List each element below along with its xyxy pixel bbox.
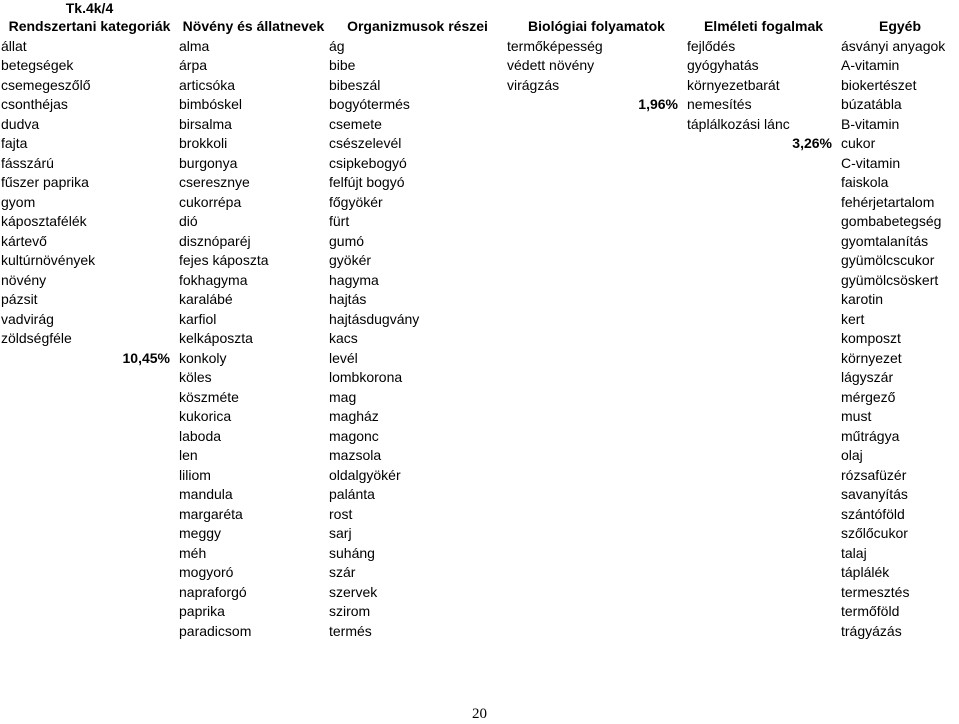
table-cell: dió	[179, 213, 198, 229]
table-cell: kacs	[329, 330, 358, 346]
empty-cell	[686, 310, 840, 330]
page-number: 20	[472, 706, 487, 722]
table-row	[0, 505, 959, 525]
empty-cell	[686, 329, 840, 349]
table-cell: szár	[329, 564, 356, 580]
empty-cell	[506, 446, 686, 466]
table-cell: árpa	[179, 57, 208, 73]
table-cell: betegségek	[1, 57, 74, 73]
table-cell: fürt	[329, 213, 350, 229]
table-cell: csonthéjas	[1, 96, 68, 112]
table-cell: köszméte	[179, 388, 239, 405]
empty-cell	[506, 485, 686, 505]
empty-cell	[506, 602, 686, 622]
table-cell: termőföld	[841, 603, 900, 619]
empty-cell	[686, 622, 840, 642]
empty-cell	[686, 251, 840, 271]
table-row	[0, 173, 959, 193]
table-cell: meggy	[179, 525, 222, 541]
empty-cell	[686, 290, 840, 310]
table-cell: felfújt bogyó	[329, 174, 405, 190]
empty-cell	[0, 407, 178, 427]
table-cell: konkoly	[179, 349, 227, 366]
table-cell: mazsola	[329, 447, 382, 463]
table-cell: magház	[329, 408, 379, 424]
empty-cell	[506, 544, 686, 564]
table-cell: levél	[329, 349, 358, 366]
table-cell: karotin	[841, 291, 884, 307]
table-row	[0, 622, 959, 642]
table-cell: burgonya	[179, 154, 238, 171]
table-row	[0, 349, 959, 369]
table-cell: bimbóskel	[179, 96, 243, 112]
table-row	[0, 524, 959, 544]
table-cell: mag	[329, 388, 357, 405]
column-header	[686, 0, 840, 37]
empty-cell	[506, 329, 686, 349]
empty-cell	[686, 563, 840, 583]
table-cell: hajtásdugvány	[329, 310, 420, 327]
table-cell: zöldségféle	[1, 330, 72, 346]
empty-cell	[686, 173, 840, 193]
table-row	[0, 271, 959, 291]
table-row	[0, 37, 959, 57]
table-cell: csipkebogyó	[329, 154, 407, 171]
column-header	[506, 0, 686, 37]
table-cell: szőlőcukor	[841, 525, 908, 541]
empty-cell	[506, 505, 686, 525]
table-row	[0, 95, 959, 115]
table-row	[0, 134, 959, 154]
table-row	[0, 193, 959, 213]
table-cell: cukor	[841, 135, 876, 151]
table-cell: környezet	[841, 349, 902, 366]
table-cell: margaréta	[179, 505, 243, 522]
table-cell: kultúrnövények	[1, 252, 96, 268]
table-cell: gumó	[329, 232, 365, 249]
table-cell: csemegeszőlő	[1, 76, 91, 93]
column-header-label: Organizmusok részei	[347, 18, 488, 34]
table-cell: állat	[1, 37, 27, 54]
table-cell: fokhagyma	[179, 271, 248, 288]
empty-cell	[506, 622, 686, 642]
table-row	[0, 329, 959, 349]
table-cell: búzatábla	[841, 96, 902, 112]
table-cell: bogyótermés	[329, 96, 410, 112]
column-header	[0, 0, 178, 37]
empty-cell	[686, 427, 840, 447]
table-row	[0, 232, 959, 252]
table-cell: C-vitamin	[841, 154, 901, 171]
table-cell: rózsafüzér	[841, 466, 907, 483]
table-cell: gyümölcscukor	[841, 252, 935, 268]
table-row	[0, 290, 959, 310]
table-cell: rost	[329, 505, 353, 522]
table-cell: lombkorona	[329, 369, 403, 385]
table-cell: csészelevél	[329, 135, 402, 151]
table-row	[0, 368, 959, 388]
table-cell: brokkoli	[179, 135, 228, 151]
table-cell: paradicsom	[179, 622, 252, 639]
column-header-label: Biológiai folyamatok	[528, 18, 665, 34]
table-cell: gyümölcsöskert	[841, 271, 939, 288]
percentage-cell: 1,96%	[638, 96, 678, 112]
table-cell: pázsit	[1, 291, 38, 307]
table-cell: disznóparéj	[179, 232, 251, 249]
table-cell: kukorica	[179, 408, 232, 424]
empty-cell	[686, 446, 840, 466]
table-cell: len	[179, 447, 198, 463]
table-row	[0, 583, 959, 603]
empty-cell	[506, 563, 686, 583]
empty-cell	[686, 505, 840, 525]
empty-cell	[686, 602, 840, 622]
table-cell: savanyítás	[841, 486, 908, 502]
table-row	[0, 427, 959, 447]
table-cell: ág	[329, 37, 345, 54]
empty-cell	[506, 290, 686, 310]
table-cell: szirom	[329, 603, 371, 619]
table-cell: fajta	[1, 135, 28, 151]
empty-cell	[506, 349, 686, 369]
table-cell: gyomtalanítás	[841, 232, 929, 249]
column-header-label: Növény és állatnevek	[182, 18, 325, 34]
empty-cell	[686, 193, 840, 213]
column-header	[840, 0, 959, 37]
table-row	[0, 310, 959, 330]
table-cell: gombabetegség	[841, 213, 942, 229]
empty-cell	[506, 173, 686, 193]
table-cell: bibeszál	[329, 76, 381, 93]
table-cell: fehérjetartalom	[841, 193, 935, 210]
table-cell: termesztés	[841, 583, 910, 600]
table-cell: nemesítés	[687, 96, 752, 112]
empty-cell	[686, 466, 840, 486]
table-row	[0, 212, 959, 232]
table-cell: szervek	[329, 583, 378, 600]
table-row	[0, 563, 959, 583]
table-cell: termés	[329, 622, 372, 639]
empty-cell	[686, 544, 840, 564]
empty-cell	[506, 368, 686, 388]
table-cell: komposzt	[841, 330, 901, 346]
table-cell: bibe	[329, 57, 356, 73]
table-cell: csemete	[329, 115, 382, 132]
empty-cell	[0, 427, 178, 447]
empty-cell	[686, 485, 840, 505]
empty-cell	[506, 154, 686, 174]
table-cell: gyökér	[329, 252, 372, 268]
empty-cell	[506, 310, 686, 330]
empty-cell	[686, 212, 840, 232]
empty-cell	[506, 583, 686, 603]
table-cell: táplálkozási lánc	[687, 115, 790, 132]
empty-cell	[506, 524, 686, 544]
table-cell: napraforgó	[179, 583, 247, 600]
percentage-cell: 3,26%	[792, 135, 832, 151]
table-cell: liliom	[179, 466, 211, 483]
table-row	[0, 56, 959, 76]
table-cell: biokertészet	[841, 76, 917, 93]
table-cell: oldalgyökér	[329, 466, 401, 483]
table-row	[0, 485, 959, 505]
table-cell: talaj	[841, 544, 867, 561]
table-cell: köles	[179, 369, 212, 385]
table-cell: főgyökér	[329, 193, 383, 210]
table-cell: mérgező	[841, 388, 896, 405]
table-cell: birsalma	[179, 115, 232, 132]
empty-cell	[0, 622, 178, 642]
table-cell: A-vitamin	[841, 57, 900, 73]
table-cell: alma	[179, 37, 210, 54]
table-cell: műtrágya	[841, 427, 900, 444]
table-cell: fásszárú	[1, 154, 54, 171]
empty-cell	[686, 232, 840, 252]
empty-cell	[0, 446, 178, 466]
empty-cell	[0, 505, 178, 525]
table-row	[0, 602, 959, 622]
empty-cell	[506, 388, 686, 408]
table-cell: fejlődés	[687, 37, 736, 54]
table-row	[0, 76, 959, 96]
table-row	[0, 251, 959, 271]
percentage-cell: 10,45%	[122, 349, 170, 366]
table-cell: táplálék	[841, 564, 890, 580]
empty-cell	[686, 583, 840, 603]
table-cell: méh	[179, 544, 207, 561]
empty-cell	[506, 134, 686, 154]
empty-cell	[0, 485, 178, 505]
column-header-label: Rendszertani kategoriák	[8, 18, 171, 34]
table-cell: káposztafélék	[1, 213, 87, 229]
table-cell: mandula	[179, 486, 233, 502]
table-cell: karalábé	[179, 291, 233, 307]
empty-cell	[0, 544, 178, 564]
table-cell: must	[841, 408, 872, 424]
document-title: Tk.4k/4	[65, 0, 114, 16]
empty-cell	[0, 583, 178, 603]
table-cell: lágyszár	[841, 369, 894, 385]
column-header	[178, 0, 328, 37]
table-cell: gyógyhatás	[687, 57, 759, 73]
empty-cell	[686, 388, 840, 408]
table-cell: articsóka	[179, 76, 236, 93]
empty-cell	[506, 251, 686, 271]
table-row	[0, 544, 959, 564]
table-cell: szántóföld	[841, 505, 905, 522]
table-row	[0, 407, 959, 427]
table-cell: palánta	[329, 486, 375, 502]
empty-cell	[506, 407, 686, 427]
table-cell: trágyázás	[841, 622, 902, 639]
table-cell: kert	[841, 310, 865, 327]
empty-cell	[506, 193, 686, 213]
empty-cell	[0, 524, 178, 544]
empty-cell	[686, 368, 840, 388]
empty-cell	[686, 349, 840, 369]
table-row	[0, 154, 959, 174]
empty-cell	[506, 427, 686, 447]
empty-cell	[506, 232, 686, 252]
table-cell: kártevő	[1, 232, 47, 249]
header-row	[0, 0, 959, 37]
table-cell: termőképesség	[507, 37, 603, 54]
table-cell: fűszer paprika	[1, 174, 89, 190]
table-cell: karfiol	[179, 310, 217, 327]
table-cell: hagyma	[329, 271, 379, 288]
table-cell: B-vitamin	[841, 115, 900, 132]
table-cell: magonc	[329, 427, 379, 444]
table-row	[0, 466, 959, 486]
empty-cell	[686, 524, 840, 544]
empty-cell	[506, 466, 686, 486]
table-cell: kelkáposzta	[179, 330, 253, 346]
empty-cell	[686, 271, 840, 291]
table-cell: olaj	[841, 447, 863, 463]
table-cell: fejes káposzta	[179, 252, 269, 268]
empty-cell	[0, 602, 178, 622]
empty-cell	[686, 154, 840, 174]
table-cell: paprika	[179, 603, 225, 619]
empty-cell	[0, 466, 178, 486]
column-header	[328, 0, 506, 37]
table-cell: cseresznye	[179, 174, 250, 190]
empty-cell	[0, 368, 178, 388]
table-cell: hajtás	[329, 291, 367, 307]
table-cell: ásványi anyagok	[841, 37, 946, 54]
table-cell: gyom	[1, 193, 36, 210]
empty-cell	[506, 271, 686, 291]
empty-cell	[506, 212, 686, 232]
table-cell: mogyoró	[179, 564, 234, 580]
table-cell: virágzás	[507, 76, 560, 93]
column-header-label: Egyéb	[878, 18, 921, 34]
table-cell: környezetbarát	[687, 76, 780, 93]
table-row	[0, 446, 959, 466]
column-header-label: Elméleti fogalmak	[703, 18, 824, 34]
empty-cell	[0, 388, 178, 408]
table-cell: laboda	[179, 427, 222, 444]
table-cell: védett növény	[507, 57, 595, 73]
empty-cell	[506, 115, 686, 135]
table-row	[0, 388, 959, 408]
table-cell: sarj	[329, 525, 352, 541]
empty-cell	[686, 407, 840, 427]
table-cell: faiskola	[841, 174, 889, 190]
table-cell: növény	[1, 271, 47, 288]
table-cell: cukorrépa	[179, 193, 242, 210]
table-cell: dudva	[1, 115, 40, 132]
table-cell: vadvirág	[1, 310, 54, 327]
table-row	[0, 115, 959, 135]
empty-cell	[0, 563, 178, 583]
table-cell: suháng	[329, 544, 375, 561]
